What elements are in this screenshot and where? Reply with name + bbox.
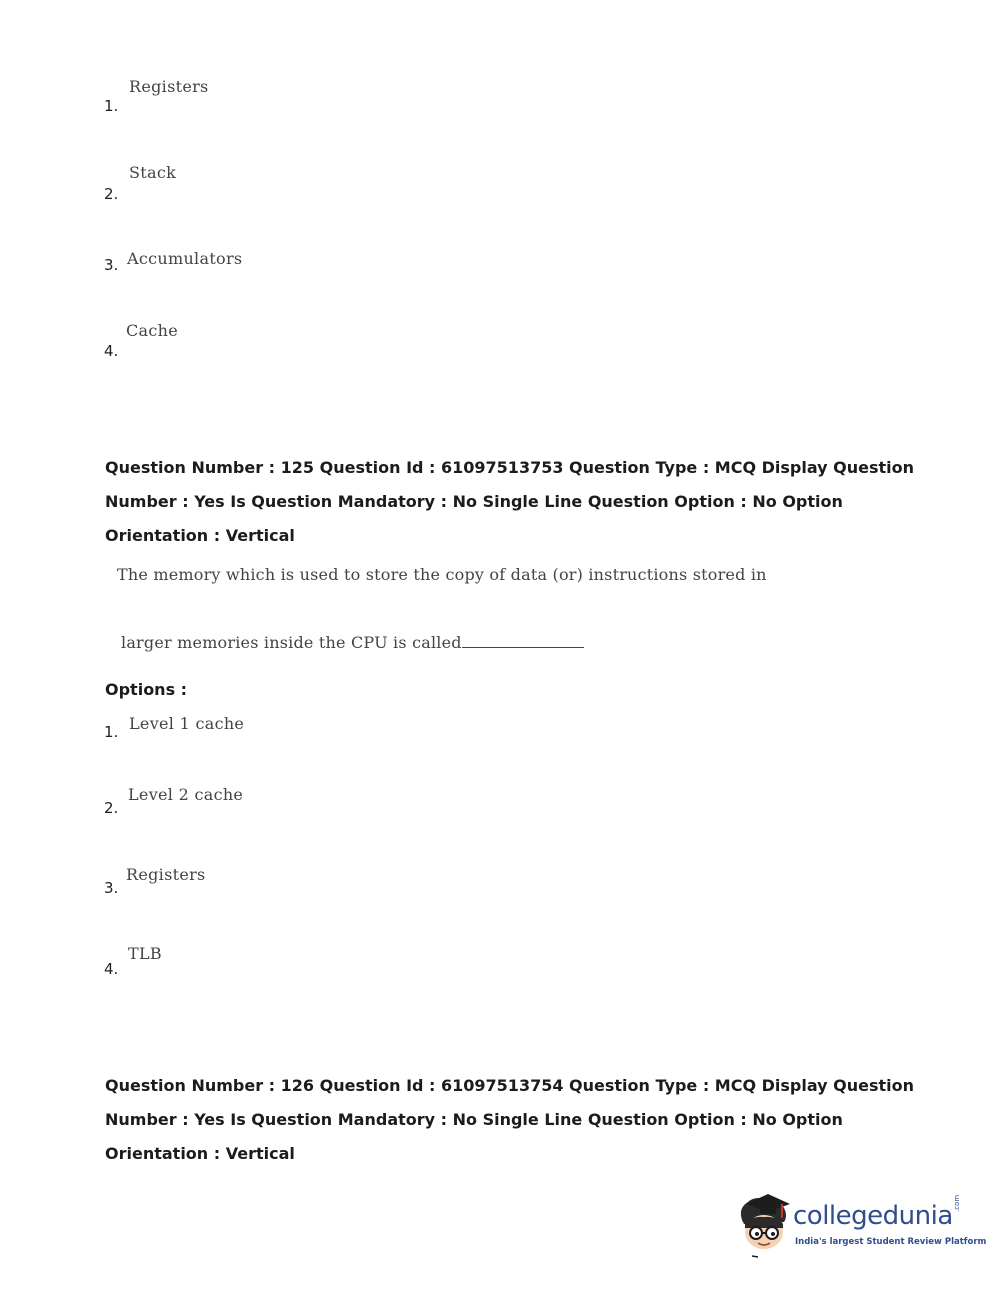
answer-blank	[462, 635, 584, 648]
option-text: Accumulators	[127, 249, 243, 268]
option-text: Registers	[129, 77, 209, 96]
brand-suffix: .com	[953, 1194, 961, 1212]
question-meta-line: Question Number : 126 Question Id : 61097513754 Question Type : MCQ Display Question	[105, 1076, 915, 1095]
option-text: Cache	[126, 321, 179, 340]
collegedunia-logo	[736, 1190, 987, 1258]
option-text: Level 2 cache	[128, 785, 244, 804]
option-text: Level 1 cache	[129, 714, 245, 733]
question-meta-line: Orientation : Vertical	[105, 1144, 295, 1163]
question-meta	[105, 451, 914, 553]
option-number: 1.	[104, 97, 119, 115]
option-number: 1.	[104, 723, 119, 741]
option-number: 4.	[104, 960, 119, 978]
option-number: 3.	[104, 879, 119, 897]
option-number: 4.	[104, 342, 119, 360]
question-meta-line: Orientation : Vertical	[105, 526, 295, 545]
option-number: 3.	[104, 256, 119, 274]
brand-tagline: India's largest Student Review Platform	[795, 1237, 987, 1247]
question-meta-line: Number : Yes Is Question Mandatory : No Single Line Question Option : No Option	[105, 492, 843, 511]
option-text: TLB	[128, 944, 162, 963]
brand-name: collegedunia	[793, 1201, 953, 1231]
question-meta-line: Question Number : 125 Question Id : 61097513753 Question Type : MCQ Display Question	[105, 458, 915, 477]
option-text: Registers	[126, 865, 206, 884]
question-126-meta	[105, 1069, 914, 1171]
question-stem-line: The memory which is used to store the copy of data (or) instructions stored in	[117, 565, 767, 584]
question-meta-line: Number : Yes Is Question Mandatory : No Single Line Question Option : No Option	[105, 1110, 843, 1129]
option-number: 2.	[104, 799, 119, 817]
mascot-graduation-cap-icon	[736, 1190, 792, 1258]
option-number: 2.	[104, 185, 119, 203]
question-stem-text: larger memories inside the CPU is called	[121, 633, 462, 652]
option-text: Stack	[129, 163, 177, 182]
options-label: Options :	[105, 680, 188, 699]
question-stem-line-2	[121, 633, 584, 652]
